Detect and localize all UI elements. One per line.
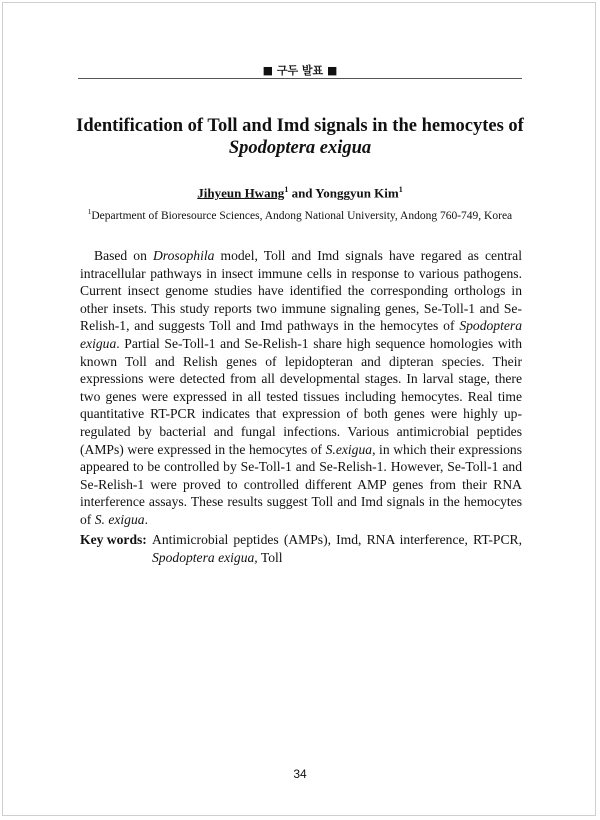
section-header: ■ 구두 발표 ■ bbox=[262, 64, 338, 77]
abstract-text: . Partial Se-Toll-1 and Se-Relish-1 share high sequence homologies with known Toll and Relish genes of lepidopteran and dipteran species. Their expressions were detected from all developmental stages. In larval stage, there two genes were expressed in all tested tissues including hemocytes. Real time quantitative RT-PCR indicates that expression of both genes were highly up-regulated by bacterial and fungal infections. Various antimicrobial peptides (AMPs) were expressed in the hemocytes of bbox=[80, 335, 522, 457]
author-1: Jihyeun Hwang bbox=[197, 185, 285, 201]
affiliation-mark: 1 bbox=[87, 208, 92, 216]
page-number: 34 bbox=[293, 767, 307, 781]
author-list bbox=[0, 185, 600, 201]
keywords-italic-term: Spodoptera exigua, bbox=[152, 549, 258, 565]
keywords-block bbox=[80, 531, 522, 566]
abstract-text: , in which their expressions appeared to be controlled by Se-Toll-1 and Se-Relish-1. However, Se-Toll-1 and Se-Relish-1 were proved to controlled different AMP genes from their RNA interference assays. These results suggest Toll and Imd signals in the hemocytes of bbox=[80, 441, 522, 527]
abstract-body bbox=[80, 247, 522, 529]
abstract-text: model, Toll and Imd signals have regared as central intracellular pathways in insect immune cells in response to various pathogens. Current insect genome studies have identified the corresponding orthologs in other insets. This study reports two immune signaling genes, Se-Toll-1 and Se-Relish-1, and suggests Toll and Imd pathways in the hemocytes of bbox=[80, 248, 522, 334]
keywords-label: Key words: bbox=[80, 532, 147, 547]
keywords-text bbox=[152, 531, 522, 566]
paper-title bbox=[40, 115, 560, 159]
keywords-part: Antimicrobial peptides (AMPs), Imd, RNA interference, RT-PCR, bbox=[152, 532, 522, 547]
affiliation bbox=[0, 208, 600, 222]
title-line-1: Identification of Toll and Imd signals in the hemocytes of bbox=[76, 116, 524, 136]
abstract-italic-term: Spodoptera exigua bbox=[80, 318, 522, 351]
header-divider bbox=[78, 78, 522, 79]
abstract-italic-term: Drosophila bbox=[152, 248, 215, 263]
abstract-text: . bbox=[144, 511, 148, 527]
author-connector: and bbox=[288, 185, 316, 201]
author-1-affil-mark: 1 bbox=[284, 185, 289, 194]
abstract-italic-term: S. exigua bbox=[94, 511, 145, 527]
keywords-part: Toll bbox=[257, 549, 283, 565]
abstract-italic-term: S.exigua bbox=[325, 441, 373, 457]
author-2: Yonggyun Kim bbox=[315, 185, 399, 201]
author-2-affil-mark: 1 bbox=[398, 185, 403, 194]
title-line-2: Spodoptera exigua bbox=[228, 138, 372, 158]
abstract-text: Based on bbox=[94, 248, 153, 263]
affiliation-text: Department of Bioresource Sciences, Andong National University, Andong 760-749, Korea bbox=[91, 209, 513, 222]
